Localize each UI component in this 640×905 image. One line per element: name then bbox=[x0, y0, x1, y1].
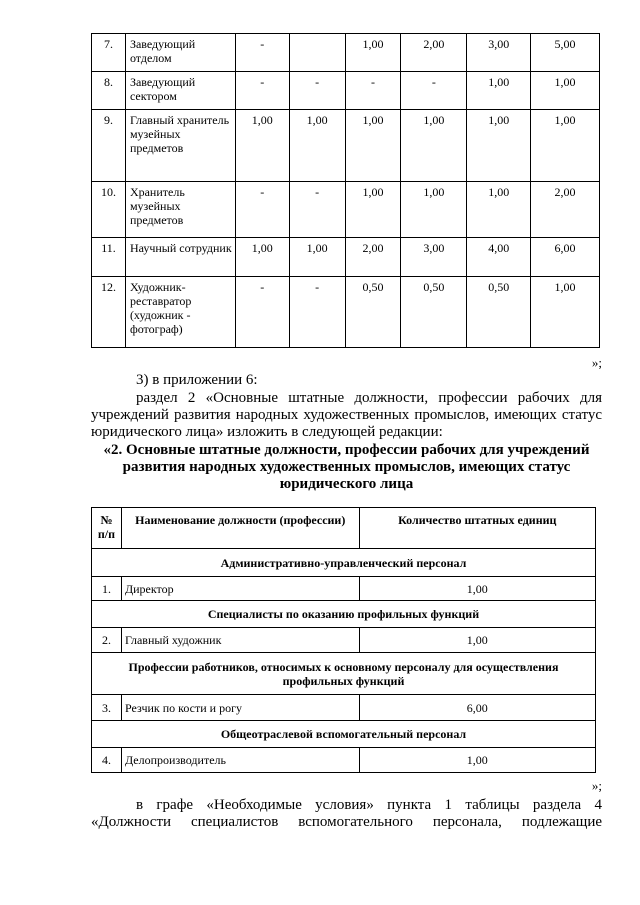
table-row: 10. Хранитель музейных предметов - - 1,00 1,00 1,00 2,00 bbox=[92, 182, 600, 238]
table-row: 11. Научный сотрудник 1,00 1,00 2,00 3,00 4,00 6,00 bbox=[92, 238, 600, 277]
staff-table-continued bbox=[91, 33, 600, 348]
table-header-row bbox=[92, 508, 596, 549]
header-count: Количество штатных единиц bbox=[359, 508, 595, 549]
staff-positions-table bbox=[91, 507, 596, 773]
header-name: Наименование должности (профессии) bbox=[121, 508, 359, 549]
table-row: 7. Заведующий отделом - 1,00 2,00 3,00 5,00 bbox=[92, 34, 600, 72]
table-row: 9. Главный хранитель музейных предметов 1,00 1,00 1,00 1,00 1,00 1,00 bbox=[92, 110, 600, 182]
table-row: 1. Директор 1,00 bbox=[92, 577, 596, 601]
closing-quote: »; bbox=[591, 778, 602, 793]
section-heading: «2. Основные штатные должности, профессии рабочих для учреждений развития народных художественных промыслов, имеющих статус юридического лица bbox=[103, 442, 590, 492]
closing-quote: »; bbox=[591, 355, 602, 370]
footer-paragraph: в графе «Необходимые условия» пункта 1 таблицы раздела 4 «Должности специалистов вспомогательного персонала, подлежащие bbox=[91, 797, 602, 830]
table-row: 3. Резчик по кости и рогу 6,00 bbox=[92, 695, 596, 721]
table-row: 2. Главный художник 1,00 bbox=[92, 628, 596, 653]
section-title-row: Специалисты по оказанию профильных функций bbox=[92, 601, 596, 628]
section-title-row: Административно-управленческий персонал bbox=[92, 549, 596, 577]
table-row: 12. Художник-реставратор (художник - фотограф) - - 0,50 0,50 0,50 1,00 bbox=[92, 277, 600, 348]
amendment-paragraph: раздел 2 «Основные штатные должности, профессии рабочих для учреждений развития народных художественных промыслов, имеющих статус юридического лица» изложить в следующей редакции: bbox=[91, 390, 602, 440]
section-title-row: Общеотраслевой вспомогательный персонал bbox=[92, 721, 596, 748]
section-title-row: Профессии работников, относимых к основному персоналу для осуществления профильных функций bbox=[92, 653, 596, 695]
table-row: 8. Заведующий сектором - - - - 1,00 1,00 bbox=[92, 72, 600, 110]
item-3-text: 3) в приложении 6: bbox=[136, 372, 258, 388]
header-num: № п/п bbox=[92, 508, 122, 549]
table-row: 4. Делопроизводитель 1,00 bbox=[92, 748, 596, 773]
